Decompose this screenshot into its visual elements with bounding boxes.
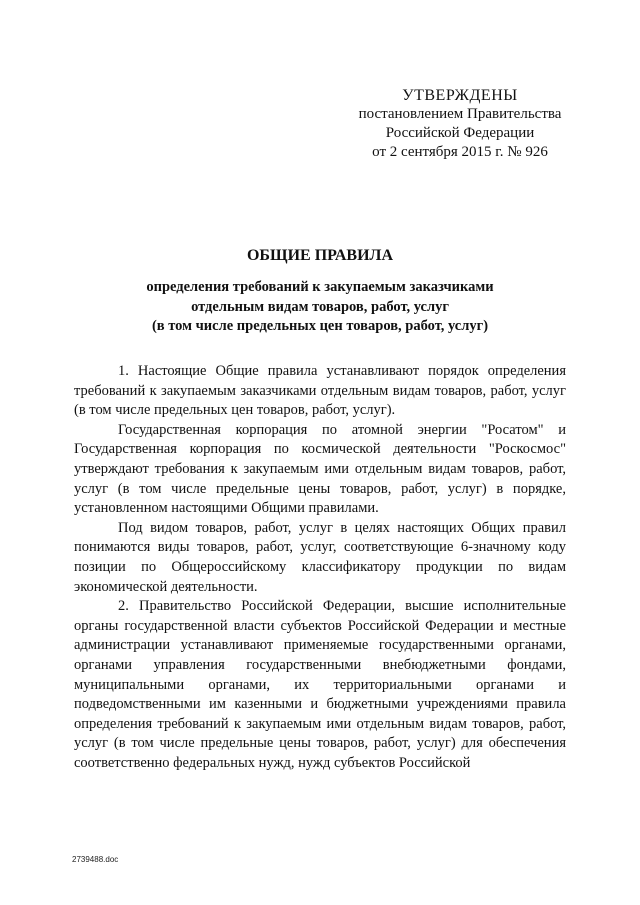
- title-main: ОБЩИЕ ПРАВИЛА: [246, 247, 394, 264]
- document-body: [74, 362, 566, 773]
- approval-stamp: [330, 86, 590, 162]
- approval-heading: УТВЕРЖДЕНЫ: [402, 87, 518, 104]
- title-subtitle-line: отдельным видам товаров, работ, услуг: [191, 298, 449, 315]
- paragraph: Государственная корпорация по атомной энергии "Росатом" и Государственная корпорация по космической деятельности "Роскосмос" утверждают требования к закупаемым ими отдельным видам товаров, работ, услуг (в том числе предельные цены товаров, работ, услуг) в порядке, установленном настоящими Общими правилами.: [74, 421, 566, 517]
- footer-file-name: 2739488.doc: [72, 855, 119, 864]
- approval-line: Российской Федерации: [385, 125, 535, 141]
- title-subtitle-line: (в том числе предельных цен товаров, работ, услуг): [151, 318, 489, 334]
- title-subtitle-line: определения требований к закупаемым заказчиками: [146, 279, 494, 295]
- paragraph: Под видом товаров, работ, услуг в целях настоящих Общих правил понимаются виды товаров, работ, услуг, соответствующие 6-значному коду позиции по Общероссийскому классификатору продукции по видам экономической деятельности.: [74, 519, 566, 595]
- paragraph: 1. Настоящие Общие правила устанавливают порядок определения требований к закупаемым заказчиками отдельным видам товаров, работ, услуг (в том числе предельных цен товаров, работ, услуг).: [74, 363, 566, 419]
- approval-date-number: от 2 сентября 2015 г. № 926: [372, 144, 548, 160]
- document-title: [60, 246, 580, 337]
- paragraph: 2. Правительство Российской Федерации, высшие исполнительные органы государственной власти субъектов Российской Федерации и местные администрации устанавливают применяемые государственными органами, органами управления государственными внебюджетными фондами, муниципальными органами, их территориальными органами и подведомственными им казенными и бюджетными учреждениями правила определения требований к закупаемым ими отдельным видам товаров, работ, услуг (в том числе предельные цены товаров, работ, услуг) для обеспечения соответственно федеральных нужд, нужд субъектов Российской: [74, 598, 566, 771]
- approval-line: постановлением Правительства: [358, 106, 562, 122]
